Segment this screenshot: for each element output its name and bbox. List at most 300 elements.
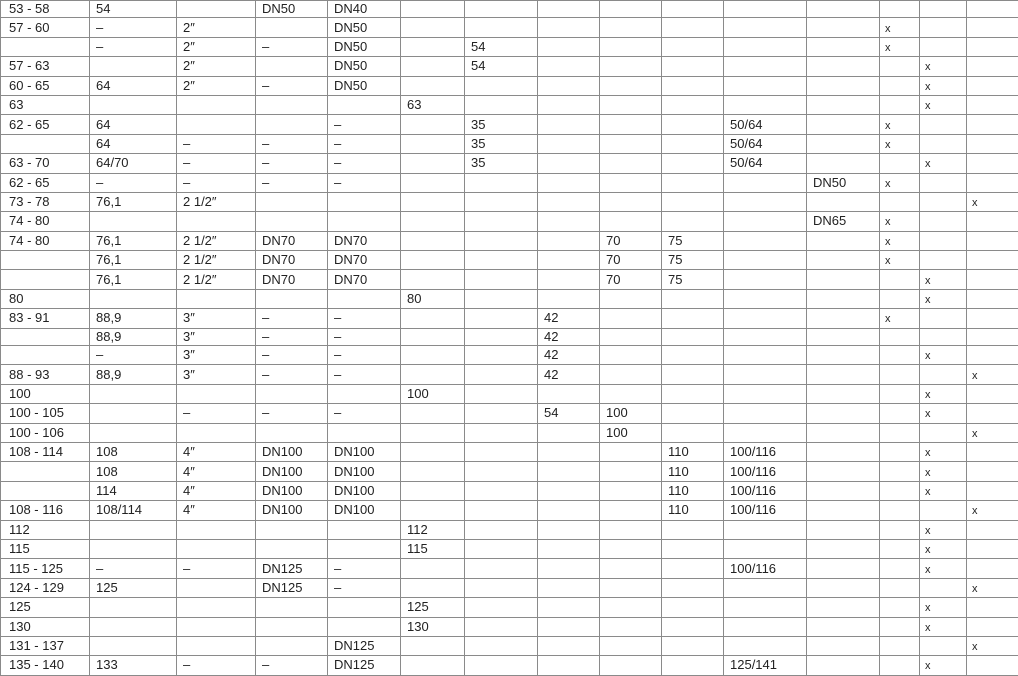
table-cell xyxy=(662,404,724,423)
table-cell: 100/116 xyxy=(724,559,807,578)
table-cell xyxy=(401,423,465,442)
table-cell xyxy=(662,617,724,636)
table-cell: 42 xyxy=(538,309,600,328)
table-cell: 3″ xyxy=(177,328,256,345)
table-cell xyxy=(465,481,538,500)
table-cell xyxy=(401,37,465,56)
table-cell: 100/116 xyxy=(724,501,807,520)
table-cell: 125 xyxy=(1,598,90,617)
table-cell: 108 xyxy=(90,442,177,461)
table-row xyxy=(1,365,1018,384)
table-cell xyxy=(1,346,90,365)
table-cell xyxy=(662,37,724,56)
table-cell xyxy=(807,154,880,173)
table-cell xyxy=(538,173,600,192)
table-cell xyxy=(662,656,724,675)
table-cell xyxy=(807,346,880,365)
table-cell: 64 xyxy=(90,76,177,95)
table-cell: 115 xyxy=(401,539,465,558)
table-cell: 57 - 63 xyxy=(1,57,90,76)
table-cell: x xyxy=(880,212,920,231)
table-cell xyxy=(465,462,538,481)
table-cell: DN100 xyxy=(328,462,401,481)
table-cell xyxy=(401,251,465,270)
table-cell xyxy=(401,309,465,328)
table-cell xyxy=(465,192,538,211)
table-cell xyxy=(967,442,1018,461)
table-cell: 112 xyxy=(1,520,90,539)
table-cell: x xyxy=(920,442,967,461)
table-cell xyxy=(465,520,538,539)
table-cell xyxy=(920,18,967,37)
table-cell: x xyxy=(967,423,1018,442)
table-cell: 4″ xyxy=(177,462,256,481)
table-cell xyxy=(328,617,401,636)
table-cell: 63 - 70 xyxy=(1,154,90,173)
table-cell: DN70 xyxy=(256,270,328,289)
table-cell: 4″ xyxy=(177,442,256,461)
table-cell: – xyxy=(90,346,177,365)
table-row xyxy=(1,231,1018,250)
table-cell: DN100 xyxy=(328,501,401,520)
table-cell xyxy=(920,423,967,442)
table-cell xyxy=(807,423,880,442)
table-cell xyxy=(807,617,880,636)
table-cell xyxy=(177,598,256,617)
table-cell: 100 - 106 xyxy=(1,423,90,442)
table-cell xyxy=(401,18,465,37)
table-cell: 80 xyxy=(1,289,90,308)
table-cell xyxy=(724,617,807,636)
table-cell xyxy=(90,212,177,231)
table-cell: x xyxy=(880,115,920,134)
table-row xyxy=(1,520,1018,539)
table-cell: – xyxy=(90,18,177,37)
table-cell xyxy=(967,76,1018,95)
table-cell xyxy=(920,173,967,192)
table-cell xyxy=(538,656,600,675)
table-row xyxy=(1,578,1018,597)
table-cell xyxy=(256,539,328,558)
table-cell xyxy=(920,636,967,655)
table-cell: DN100 xyxy=(256,481,328,500)
table-cell xyxy=(401,559,465,578)
table-cell xyxy=(90,404,177,423)
table-cell xyxy=(177,115,256,134)
table-cell xyxy=(538,212,600,231)
table-cell xyxy=(967,251,1018,270)
table-cell: 3″ xyxy=(177,346,256,365)
table-cell xyxy=(328,192,401,211)
table-cell xyxy=(662,134,724,153)
table-cell xyxy=(920,365,967,384)
table-cell: DN100 xyxy=(328,481,401,500)
table-cell xyxy=(538,462,600,481)
table-cell xyxy=(328,95,401,114)
table-cell xyxy=(465,559,538,578)
table-cell xyxy=(967,539,1018,558)
table-cell xyxy=(920,1,967,18)
table-cell xyxy=(600,384,662,403)
table-row xyxy=(1,617,1018,636)
table-cell: 64 xyxy=(90,115,177,134)
table-cell: 125 xyxy=(90,578,177,597)
table-cell xyxy=(807,520,880,539)
table-cell: 83 - 91 xyxy=(1,309,90,328)
table-cell: – xyxy=(256,173,328,192)
table-cell xyxy=(600,462,662,481)
table-cell xyxy=(920,501,967,520)
table-cell: DN50 xyxy=(328,76,401,95)
table-cell: 76,1 xyxy=(90,192,177,211)
table-row xyxy=(1,76,1018,95)
table-cell xyxy=(920,309,967,328)
table-cell xyxy=(465,251,538,270)
table-cell xyxy=(538,384,600,403)
table-cell xyxy=(880,656,920,675)
table-cell xyxy=(600,578,662,597)
table-cell: DN70 xyxy=(328,231,401,250)
table-cell xyxy=(465,656,538,675)
table-cell xyxy=(90,384,177,403)
table-cell xyxy=(880,192,920,211)
table-cell xyxy=(538,18,600,37)
table-cell: 130 xyxy=(401,617,465,636)
table-cell xyxy=(177,578,256,597)
table-cell: – xyxy=(328,365,401,384)
table-cell xyxy=(807,251,880,270)
table-cell: 88 - 93 xyxy=(1,365,90,384)
table-row xyxy=(1,423,1018,442)
table-cell xyxy=(967,404,1018,423)
table-cell xyxy=(256,289,328,308)
table-cell xyxy=(807,578,880,597)
table-cell: 54 xyxy=(465,57,538,76)
table-cell: x xyxy=(920,539,967,558)
table-cell xyxy=(807,1,880,18)
table-cell xyxy=(465,346,538,365)
table-cell: 100 - 105 xyxy=(1,404,90,423)
table-cell xyxy=(600,115,662,134)
table-cell xyxy=(807,501,880,520)
table-cell: 4″ xyxy=(177,501,256,520)
table-cell xyxy=(401,442,465,461)
table-cell xyxy=(724,539,807,558)
table-cell xyxy=(880,270,920,289)
table-cell xyxy=(724,309,807,328)
table-cell xyxy=(600,173,662,192)
table-cell xyxy=(880,423,920,442)
table-cell xyxy=(177,520,256,539)
table-cell xyxy=(600,481,662,500)
table-cell: 100/116 xyxy=(724,462,807,481)
table-row xyxy=(1,404,1018,423)
table-cell xyxy=(807,462,880,481)
table-cell: 73 - 78 xyxy=(1,192,90,211)
table-cell xyxy=(465,539,538,558)
table-cell: 112 xyxy=(401,520,465,539)
table-cell: 63 xyxy=(401,95,465,114)
table-cell xyxy=(401,154,465,173)
table-cell: 75 xyxy=(662,270,724,289)
table-cell: – xyxy=(256,346,328,365)
table-cell: DN100 xyxy=(256,462,328,481)
table-cell xyxy=(807,598,880,617)
table-cell: x xyxy=(920,57,967,76)
table-cell: – xyxy=(177,656,256,675)
table-cell xyxy=(807,636,880,655)
table-cell xyxy=(465,636,538,655)
table-cell: 50/64 xyxy=(724,115,807,134)
table-cell xyxy=(724,212,807,231)
table-cell: DN70 xyxy=(328,270,401,289)
table-cell xyxy=(880,501,920,520)
table-cell xyxy=(401,501,465,520)
table-cell: DN125 xyxy=(256,578,328,597)
table-cell xyxy=(967,57,1018,76)
table-cell: DN40 xyxy=(328,1,401,18)
table-cell xyxy=(600,95,662,114)
table-cell xyxy=(807,37,880,56)
table-cell xyxy=(256,636,328,655)
table-cell: 62 - 65 xyxy=(1,115,90,134)
table-cell xyxy=(465,18,538,37)
table-cell xyxy=(662,328,724,345)
table-cell xyxy=(967,95,1018,114)
table-cell: – xyxy=(256,328,328,345)
table-row xyxy=(1,501,1018,520)
table-cell: x xyxy=(920,462,967,481)
table-cell: 2″ xyxy=(177,18,256,37)
table-cell: x xyxy=(880,173,920,192)
table-cell xyxy=(662,423,724,442)
table-cell: x xyxy=(880,231,920,250)
table-cell xyxy=(880,481,920,500)
table-cell xyxy=(465,578,538,597)
table-cell: 76,1 xyxy=(90,270,177,289)
table-cell: x xyxy=(920,346,967,365)
table-cell: – xyxy=(256,365,328,384)
table-cell xyxy=(724,76,807,95)
table-cell xyxy=(401,57,465,76)
table-cell xyxy=(967,18,1018,37)
table-cell: 2 1/2″ xyxy=(177,192,256,211)
table-cell xyxy=(724,598,807,617)
table-cell xyxy=(967,346,1018,365)
table-cell xyxy=(662,95,724,114)
table-cell xyxy=(807,328,880,345)
table-cell: x xyxy=(920,559,967,578)
table-cell xyxy=(600,37,662,56)
table-row xyxy=(1,18,1018,37)
table-cell xyxy=(1,251,90,270)
table-cell xyxy=(256,617,328,636)
table-cell: 64/70 xyxy=(90,154,177,173)
table-cell: – xyxy=(328,134,401,153)
table-cell xyxy=(600,656,662,675)
table-cell xyxy=(724,173,807,192)
table-cell: – xyxy=(177,404,256,423)
table-cell xyxy=(880,384,920,403)
table-cell xyxy=(328,212,401,231)
table-cell xyxy=(724,37,807,56)
table-cell: 74 - 80 xyxy=(1,212,90,231)
table-cell: 108 xyxy=(90,462,177,481)
table-cell xyxy=(662,520,724,539)
table-cell: x xyxy=(920,289,967,308)
table-cell xyxy=(920,251,967,270)
table-cell xyxy=(1,462,90,481)
table-cell xyxy=(967,1,1018,18)
table-row xyxy=(1,309,1018,328)
table-row xyxy=(1,384,1018,403)
table-cell xyxy=(662,115,724,134)
table-cell: 100 xyxy=(401,384,465,403)
table-cell xyxy=(807,404,880,423)
table-cell: DN125 xyxy=(256,559,328,578)
table-cell xyxy=(256,18,328,37)
table-cell: 64 xyxy=(90,134,177,153)
table-cell: 3″ xyxy=(177,365,256,384)
table-cell xyxy=(724,328,807,345)
table-cell: – xyxy=(90,173,177,192)
table-cell: 108/114 xyxy=(90,501,177,520)
table-cell xyxy=(662,1,724,18)
table-cell: x xyxy=(920,384,967,403)
table-cell xyxy=(401,76,465,95)
table-cell xyxy=(538,57,600,76)
table-row xyxy=(1,57,1018,76)
table-cell xyxy=(1,37,90,56)
table-cell xyxy=(967,289,1018,308)
table-cell xyxy=(401,404,465,423)
table-row xyxy=(1,656,1018,675)
table-cell xyxy=(177,539,256,558)
table-cell: – xyxy=(256,76,328,95)
table-cell: x xyxy=(880,251,920,270)
table-cell: 124 - 129 xyxy=(1,578,90,597)
table-cell xyxy=(600,309,662,328)
table-cell xyxy=(600,76,662,95)
table-cell: 2 1/2″ xyxy=(177,231,256,250)
table-cell xyxy=(465,173,538,192)
table-cell: DN70 xyxy=(256,251,328,270)
table-cell xyxy=(967,212,1018,231)
table-cell xyxy=(967,598,1018,617)
table-cell xyxy=(401,328,465,345)
table-cell xyxy=(920,37,967,56)
table-cell: DN100 xyxy=(256,442,328,461)
table-cell xyxy=(967,617,1018,636)
table-cell xyxy=(920,134,967,153)
table-cell xyxy=(465,95,538,114)
table-cell: x xyxy=(967,365,1018,384)
table-cell: 70 xyxy=(600,270,662,289)
table-cell xyxy=(967,384,1018,403)
table-cell xyxy=(920,231,967,250)
table-cell xyxy=(662,154,724,173)
table-cell xyxy=(920,115,967,134)
table-cell xyxy=(724,636,807,655)
table-row xyxy=(1,270,1018,289)
table-cell xyxy=(538,539,600,558)
table-cell xyxy=(328,289,401,308)
table-cell xyxy=(880,636,920,655)
table-cell xyxy=(920,328,967,345)
table-cell: 115 xyxy=(1,539,90,558)
table-cell: DN50 xyxy=(256,1,328,18)
table-cell: DN70 xyxy=(256,231,328,250)
table-cell xyxy=(662,598,724,617)
table-cell xyxy=(401,212,465,231)
table-cell xyxy=(90,539,177,558)
table-row xyxy=(1,539,1018,558)
table-cell: 35 xyxy=(465,134,538,153)
table-cell xyxy=(538,251,600,270)
table-cell xyxy=(538,95,600,114)
table-cell xyxy=(600,559,662,578)
table-cell: 42 xyxy=(538,328,600,345)
table-cell xyxy=(328,423,401,442)
table-cell xyxy=(256,57,328,76)
table-cell: – xyxy=(328,578,401,597)
table-cell xyxy=(328,384,401,403)
table-cell xyxy=(807,270,880,289)
table-cell: 70 xyxy=(600,251,662,270)
table-row xyxy=(1,636,1018,655)
table-cell: DN50 xyxy=(328,57,401,76)
table-cell xyxy=(465,404,538,423)
table-cell: 4″ xyxy=(177,481,256,500)
table-row xyxy=(1,134,1018,153)
table-cell: 100/116 xyxy=(724,442,807,461)
table-cell: 70 xyxy=(600,231,662,250)
table-cell xyxy=(465,442,538,461)
table-row xyxy=(1,442,1018,461)
table-cell: – xyxy=(328,404,401,423)
table-cell: 74 - 80 xyxy=(1,231,90,250)
table-cell: x xyxy=(920,270,967,289)
table-cell xyxy=(662,309,724,328)
table-row xyxy=(1,559,1018,578)
table-cell xyxy=(90,617,177,636)
table-cell xyxy=(465,212,538,231)
table-cell xyxy=(538,270,600,289)
table-cell xyxy=(401,173,465,192)
table-cell: 130 xyxy=(1,617,90,636)
table-cell xyxy=(600,598,662,617)
table-cell xyxy=(256,192,328,211)
table-cell xyxy=(807,57,880,76)
table-cell xyxy=(662,346,724,365)
table-cell xyxy=(967,559,1018,578)
table-row xyxy=(1,95,1018,114)
table-cell xyxy=(807,289,880,308)
table-cell xyxy=(600,520,662,539)
table-cell xyxy=(880,57,920,76)
table-cell xyxy=(807,442,880,461)
table-cell: 3″ xyxy=(177,309,256,328)
table-cell: 53 - 58 xyxy=(1,1,90,18)
table-cell xyxy=(724,578,807,597)
table-cell xyxy=(256,598,328,617)
table-cell xyxy=(807,231,880,250)
table-cell xyxy=(465,1,538,18)
table-cell: 88,9 xyxy=(90,309,177,328)
table-cell xyxy=(807,481,880,500)
table-cell xyxy=(538,481,600,500)
table-cell: – xyxy=(177,559,256,578)
